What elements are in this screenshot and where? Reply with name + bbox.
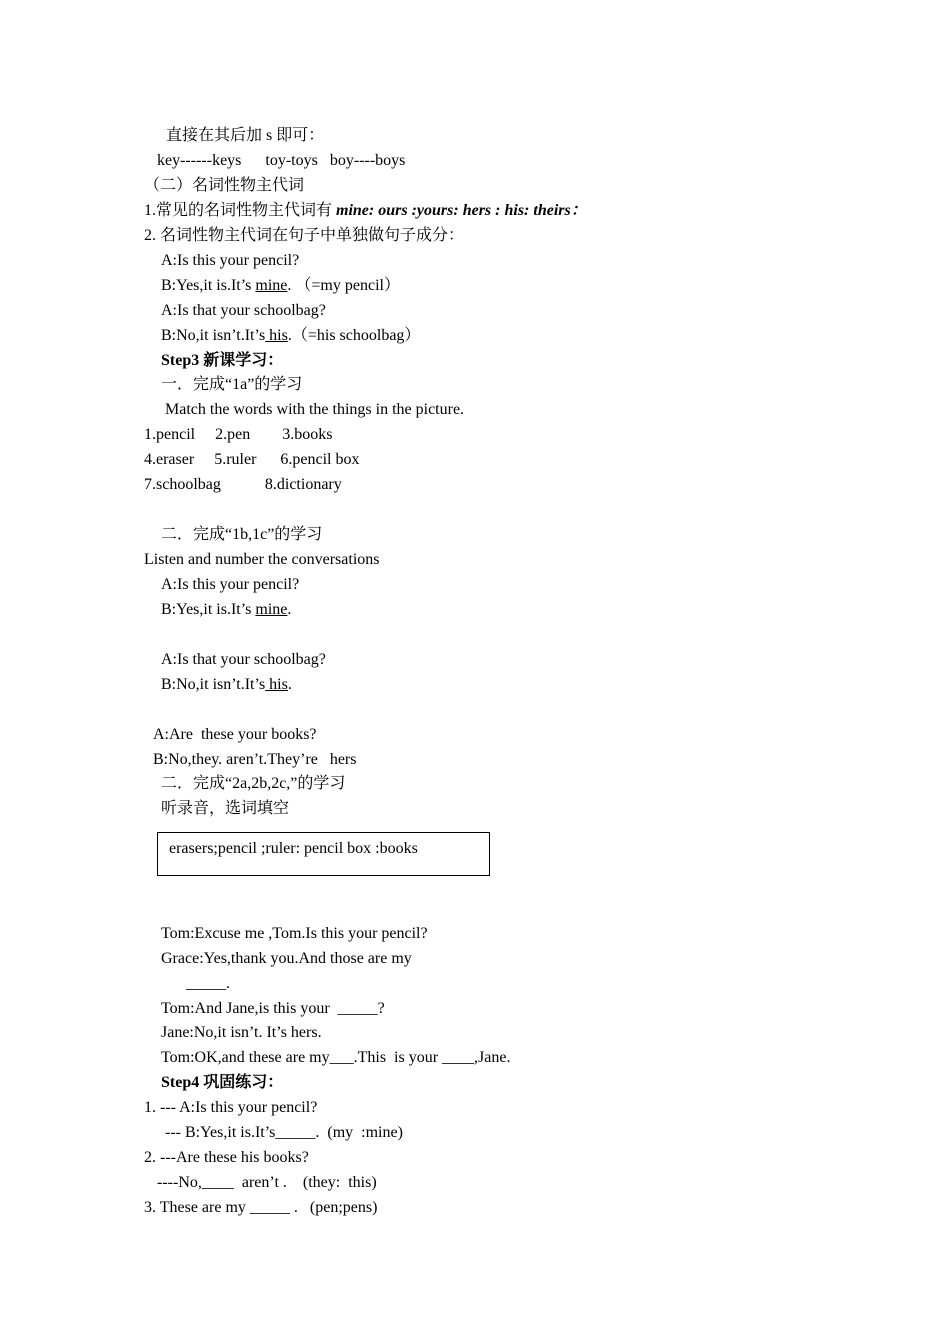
- part1-title: 一．完成“1a”的学习: [161, 376, 303, 393]
- word-bank-box: [157, 832, 490, 876]
- answer-punct: .: [287, 676, 292, 693]
- underlined-pronoun: mine: [255, 601, 288, 618]
- answer-text: B:Yes,it is.It’s: [161, 277, 256, 294]
- vocab-row: 4.eraser 5.ruler 6.pencil box: [144, 451, 360, 468]
- answer-note: .（=his schoolbag）: [287, 327, 421, 344]
- underlined-pronoun: mine: [255, 277, 288, 294]
- pronoun-list: mine: ours :yours: hers : his: theirs：: [336, 202, 587, 219]
- rule-text: 直接在其后加 s 即可：: [166, 127, 325, 144]
- answer-note: . （=my pencil）: [287, 277, 400, 294]
- step3-heading: Step3 新课学习：: [161, 352, 284, 369]
- dialogue-line: Grace:Yes,thank you.And those are my: [161, 950, 412, 967]
- conversation-question: A:Are these your books?: [153, 726, 317, 743]
- dialogue-blank: _____.: [186, 975, 230, 992]
- part2-instruction: Listen and number the conversations: [144, 551, 380, 568]
- part2-title: 二．完成“1b,1c”的学习: [161, 526, 323, 543]
- conversation-answer: [161, 600, 291, 620]
- usage-note: 2. 名词性物主代词在句子中单独做句子成分：: [144, 227, 465, 244]
- example-answer: [161, 326, 420, 346]
- dialogue-line: Jane:No,it isn’t. It’s hers.: [161, 1024, 322, 1041]
- part1-instruction: Match the words with the things in the picture.: [161, 401, 465, 418]
- dialogue-line: Tom:OK,and these are my___.This is your ____,Jane.: [161, 1049, 511, 1066]
- underlined-pronoun: his: [265, 676, 288, 693]
- answer-text: B:Yes,it is.It’s: [161, 601, 256, 618]
- answer-punct: .: [287, 601, 292, 618]
- exercise-question: 2. ---Are these his books?: [144, 1149, 309, 1166]
- answer-text: B:No,it isn’t.It’s: [161, 676, 266, 693]
- conversation-answer: B:No,they. aren’t.They’re hers: [153, 751, 357, 768]
- exercise-answer: ----No,____ aren’t . (they: this): [157, 1174, 377, 1191]
- conversation-answer: [161, 675, 292, 695]
- underlined-pronoun: his: [265, 327, 288, 344]
- word-bank: erasers;pencil ;ruler: pencil box :books: [169, 840, 418, 857]
- conversation-question: A:Is that your schoolbag?: [161, 651, 326, 668]
- dialogue-line: Tom:And Jane,is this your _____?: [161, 1000, 385, 1017]
- answer-text: B:No,it isn’t.It’s: [161, 327, 266, 344]
- exercise-question: 1. --- A:Is this your pencil?: [144, 1099, 318, 1116]
- plural-examples: key------keys toy-toys boy----boys: [157, 152, 406, 169]
- vocab-row: 1.pencil 2.pen 3.books: [144, 426, 333, 443]
- exercise-question: 3. These are my _____ . (pen;pens): [144, 1199, 378, 1216]
- exercise-answer: --- B:Yes,it is.It’s_____. (my :mine): [165, 1124, 403, 1141]
- example-answer: [161, 276, 400, 296]
- conversation-question: A:Is this your pencil?: [161, 576, 300, 593]
- section-heading: （二）名词性物主代词: [144, 177, 305, 194]
- part3-title: 二．完成“2a,2b,2c,”的学习: [161, 775, 346, 792]
- example-question: A:Is that your schoolbag?: [161, 302, 326, 319]
- common-pronouns-prefix: 1.常见的名词性物主代词有: [144, 202, 337, 219]
- step4-heading: Step4 巩固练习：: [161, 1074, 284, 1091]
- dialogue-line: Tom:Excuse me ,Tom.Is this your pencil?: [161, 925, 428, 942]
- vocab-row: 7.schoolbag 8.dictionary: [144, 476, 342, 493]
- example-question: A:Is this your pencil?: [161, 252, 300, 269]
- part3-instruction: 听录音，选词填空: [161, 800, 290, 817]
- common-pronouns-line: [144, 201, 587, 221]
